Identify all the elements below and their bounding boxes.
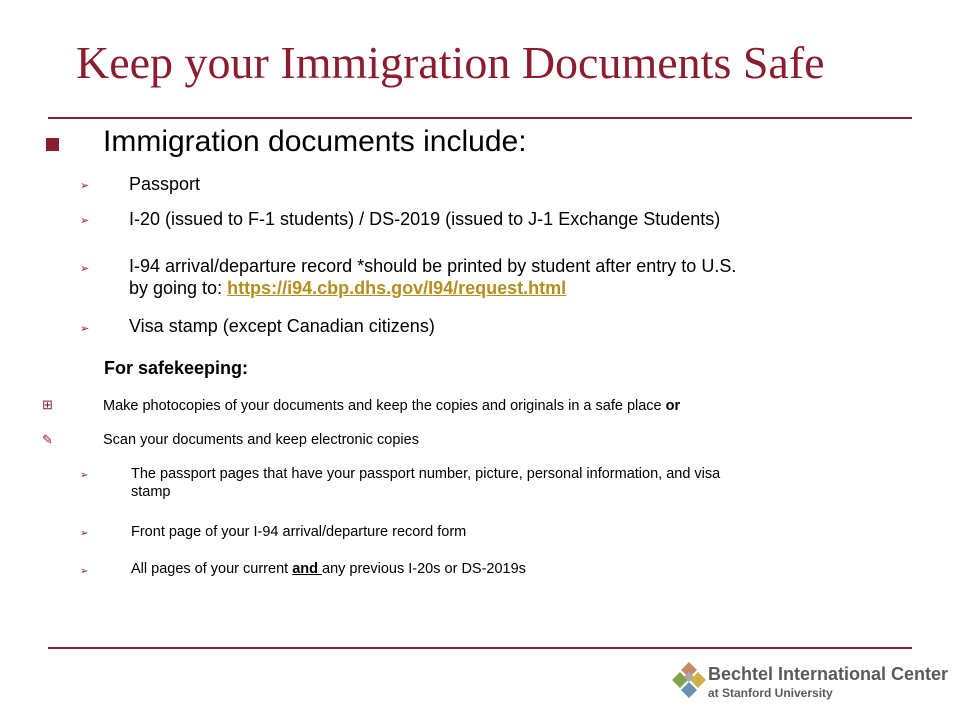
link-prefix: by going to: bbox=[129, 278, 228, 298]
list-item: Passport bbox=[129, 174, 201, 194]
scan-item bbox=[131, 561, 526, 578]
scan-item-suffix: any previous I-20s or DS-2019s bbox=[322, 561, 526, 577]
logo-title: Bechtel International Center bbox=[708, 664, 949, 684]
list-item: I-94 arrival/departure record *should be printed by student after entry to U.S. bbox=[129, 256, 737, 276]
arrow-bullet-icon: ➢ bbox=[80, 263, 90, 275]
scan-item-continuation: stamp bbox=[131, 484, 171, 500]
pen-icon: ✎ bbox=[42, 432, 53, 447]
and-emphasis: and bbox=[292, 561, 323, 577]
or-emphasis: or bbox=[665, 398, 681, 414]
scan-item: The passport pages that have your passport number, picture, personal information, and visa bbox=[131, 466, 721, 482]
copy-icon: ⊞ bbox=[42, 397, 53, 412]
list-item-continuation bbox=[129, 278, 566, 299]
safekeeping-item bbox=[103, 398, 680, 415]
section-heading: Immigration documents include: bbox=[103, 125, 527, 158]
safekeeping-label: For safekeeping: bbox=[104, 358, 249, 378]
logo-subtitle: at Stanford University bbox=[708, 686, 833, 700]
arrow-bullet-icon: ➢ bbox=[80, 215, 90, 227]
list-item: I-20 (issued to F-1 students) / DS-2019 (issued to J-1 Exchange Students) bbox=[129, 209, 721, 229]
slide-title: Keep your Immigration Documents Safe bbox=[76, 37, 825, 88]
scan-item: Front page of your I-94 arrival/departure record form bbox=[131, 524, 467, 540]
arrow-bullet-icon: ➢ bbox=[80, 180, 90, 192]
safekeeping-item-text: Make photocopies of your documents and keep the copies and originals in a safe place bbox=[103, 398, 666, 414]
safekeeping-item: Scan your documents and keep electronic copies bbox=[103, 432, 419, 448]
i94-request-link[interactable]: https://i94.cbp.dhs.gov/I94/request.html bbox=[227, 278, 567, 298]
bottom-divider bbox=[48, 647, 912, 649]
diamond-cluster-icon bbox=[672, 660, 706, 706]
arrow-bullet-icon: ➢ bbox=[80, 528, 89, 539]
bechtel-logo bbox=[672, 660, 949, 708]
list-item: Visa stamp (except Canadian citizens) bbox=[129, 316, 435, 336]
arrow-bullet-icon: ➢ bbox=[80, 470, 89, 481]
scan-item-prefix: All pages of your current bbox=[131, 561, 293, 577]
arrow-bullet-icon: ➢ bbox=[80, 566, 89, 577]
top-divider bbox=[48, 117, 912, 119]
square-bullet-icon bbox=[46, 138, 59, 151]
arrow-bullet-icon: ➢ bbox=[80, 323, 90, 335]
